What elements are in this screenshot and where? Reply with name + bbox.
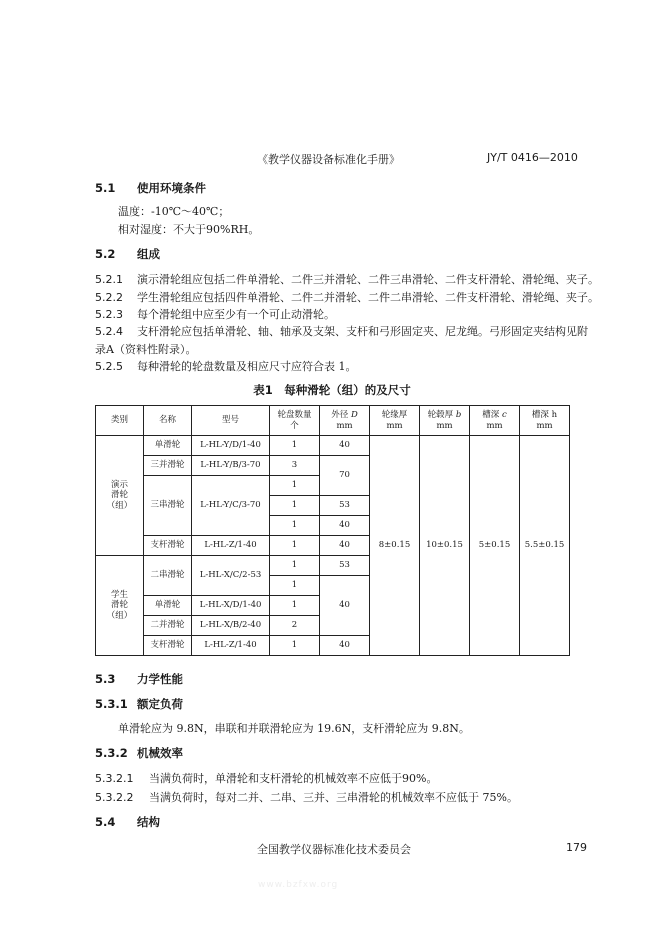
groove-depth-value: 5.5±0.15 (520, 436, 570, 656)
clause-number: 5.2.2 (95, 291, 123, 304)
section-title: 力学性能 (137, 672, 183, 686)
groove-width-value: 5±0.15 (470, 436, 520, 656)
clause-5-2-4-continued: 录A（资料性附录）。 (95, 343, 197, 356)
outer-diameter: 40 (320, 636, 370, 656)
disc-count: 1 (270, 496, 320, 516)
pulley-name: 三并滑轮 (144, 456, 192, 476)
header-outer-diameter: 外径 D mm (320, 406, 370, 436)
section-title: 额定负荷 (137, 697, 183, 711)
header-model: 型号 (192, 406, 270, 436)
pulley-name: 单滑轮 (144, 596, 192, 616)
clause-5-2-2 (95, 289, 599, 305)
section-5-3-1-heading (95, 696, 183, 712)
outer-diameter: 40 (320, 536, 370, 556)
pulley-name: 单滑轮 (144, 436, 192, 456)
pulley-dimensions-table (95, 405, 570, 656)
section-number: 5.3.1 (95, 697, 128, 711)
disc-count: 1 (270, 436, 320, 456)
clause-number: 5.2.4 (95, 325, 123, 338)
clause-text: 演示滑轮组应包括二件单滑轮、二件三并滑轮、二件三串滑轮、二件支杆滑轮、滑轮绳、夹子。 (137, 273, 599, 286)
section-number: 5.3.2 (95, 746, 128, 760)
table-header-row (96, 406, 570, 436)
disc-count: 1 (270, 636, 320, 656)
section-title: 机械效率 (137, 746, 183, 760)
clause-text: 支杆滑轮应包括单滑轮、轴、轴承及支架、支杆和弓形固定夹、尼龙绳。弓形固定夹结构见附 (137, 325, 588, 338)
clause-text: 当满负荷时，单滑轮和支杆滑轮的机械效率不应低于90%。 (149, 772, 438, 785)
pulley-name: 支杆滑轮 (144, 636, 192, 656)
pulley-name: 三串滑轮 (144, 476, 192, 536)
pulley-model: L-HL-X/B/2-40 (192, 616, 270, 636)
section-5-2-heading (95, 246, 160, 262)
outer-diameter: 40 (320, 436, 370, 456)
clause-text: 每个滑轮组中应至少有一个可止动滑轮。 (137, 308, 335, 321)
section-number: 5.4 (95, 815, 116, 829)
header-category: 类别 (96, 406, 144, 436)
pulley-name: 支杆滑轮 (144, 536, 192, 556)
section-title: 使用环境条件 (137, 181, 206, 195)
pulley-model: L-HL-Z/1-40 (192, 636, 270, 656)
clause-number: 5.2.3 (95, 308, 123, 321)
watermark: www.bzfxw.org (258, 880, 339, 890)
pulley-model: L-HL-Y/C/3-70 (192, 476, 270, 536)
section-number: 5.1 (95, 181, 116, 195)
pulley-name: 二并滑轮 (144, 616, 192, 636)
clause-text: 当满负荷时，每对二并、二串、三并、三串滑轮的机械效率不应低于 75%。 (149, 791, 518, 804)
outer-diameter: 70 (320, 456, 370, 496)
section-5-1-heading (95, 180, 206, 196)
header-hub-thickness: 轮毂厚 b mm (420, 406, 470, 436)
clause-5-3-2-1 (95, 770, 437, 786)
standard-code: JY/T 0416—2010 (487, 151, 578, 164)
book-title: 《教学仪器设备标准化手册》 (257, 153, 400, 166)
section-title: 结构 (137, 815, 160, 829)
outer-diameter: 40 (320, 516, 370, 536)
header-disc-count: 轮盘数量 个 (270, 406, 320, 436)
humidity-line: 相对湿度：不大于90%RH。 (118, 223, 260, 236)
table-caption: 表1 每种滑轮（组）的及尺寸 (253, 383, 411, 397)
disc-count: 2 (270, 616, 320, 636)
disc-count: 3 (270, 456, 320, 476)
demo-group-cell: 演示 滑轮 （组） (96, 436, 144, 556)
outer-diameter: 40 (320, 576, 370, 636)
clause-5-2-1 (95, 271, 599, 287)
header-groove-depth: 槽深 h mm (520, 406, 570, 436)
section-number: 5.2 (95, 247, 116, 261)
pulley-model: L-HL-Z/1-40 (192, 536, 270, 556)
outer-diameter: 53 (320, 556, 370, 576)
disc-count: 1 (270, 556, 320, 576)
committee-name: 全国教学仪器标准化技术委员会 (257, 843, 411, 856)
clause-5-2-4 (95, 323, 588, 339)
clause-text: 每种滑轮的轮盘数量及相应尺寸应符合表 1。 (137, 360, 357, 373)
header-name: 名称 (144, 406, 192, 436)
temperature-line: 温度：-10℃～40℃； (118, 205, 230, 218)
clause-number: 5.2.5 (95, 360, 123, 373)
disc-count: 1 (270, 576, 320, 596)
outer-diameter: 53 (320, 496, 370, 516)
clause-5-3-2-2 (95, 789, 518, 805)
section-5-3-heading (95, 671, 183, 687)
rated-load-text: 单滑轮应为 9.8N，串联和并联滑轮应为 19.6N，支杆滑轮应为 9.8N。 (118, 722, 470, 735)
page-number: 179 (566, 841, 587, 854)
pulley-model: L-HL-X/D/1-40 (192, 596, 270, 616)
disc-count: 1 (270, 596, 320, 616)
section-5-3-2-heading (95, 745, 183, 761)
hub-thickness-value: 10±0.15 (420, 436, 470, 656)
clause-text: 学生滑轮组应包括四件单滑轮、二件二并滑轮、二件二串滑轮、二件支杆滑轮、滑轮绳、夹子。 (137, 291, 599, 304)
disc-count: 1 (270, 536, 320, 556)
clause-5-2-5 (95, 358, 357, 374)
header-groove-width: 槽深 c mm (470, 406, 520, 436)
student-group-cell: 学生 滑轮 （组） (96, 556, 144, 656)
clause-number: 5.3.2.1 (95, 772, 134, 785)
disc-count: 1 (270, 516, 320, 536)
clause-number: 5.3.2.2 (95, 791, 134, 804)
table-row (96, 436, 570, 456)
rim-thickness-value: 8±0.15 (370, 436, 420, 656)
section-5-4-heading (95, 814, 160, 830)
pulley-name: 二串滑轮 (144, 556, 192, 596)
clause-number: 5.2.1 (95, 273, 123, 286)
pulley-model: L-HL-Y/D/1-40 (192, 436, 270, 456)
header-rim-thickness: 轮缘厚 mm (370, 406, 420, 436)
pulley-model: L-HL-Y/B/3-70 (192, 456, 270, 476)
disc-count: 1 (270, 476, 320, 496)
pulley-model: L-HL-X/C/2-53 (192, 556, 270, 596)
section-number: 5.3 (95, 672, 116, 686)
clause-5-2-3 (95, 306, 335, 322)
section-title: 组成 (137, 247, 160, 261)
